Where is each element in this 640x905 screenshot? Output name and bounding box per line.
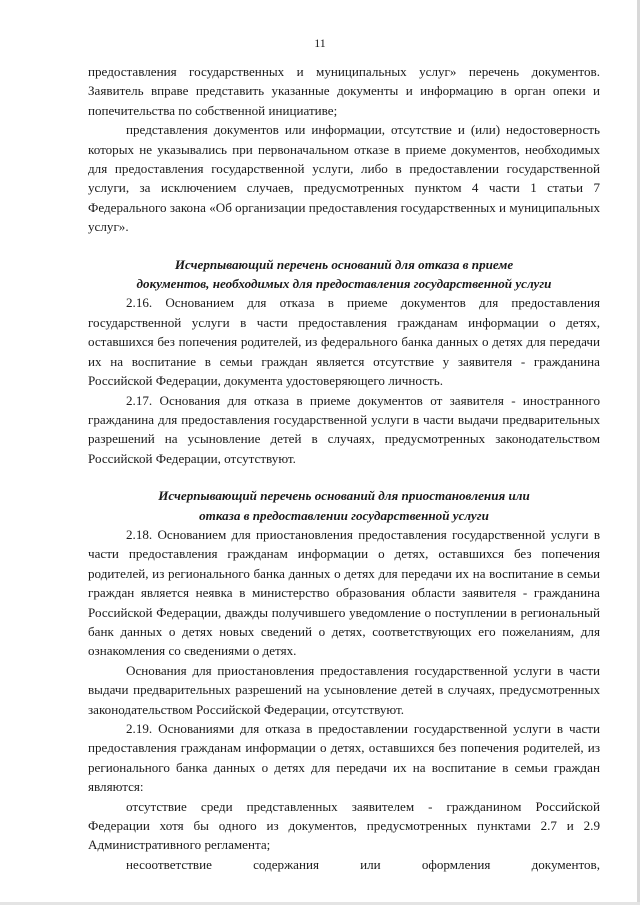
document-body bbox=[88, 62, 600, 874]
heading-line: документов, необходимых для предоставления государственной услуги bbox=[136, 276, 552, 292]
paragraph: 2.16. Основанием для отказа в приеме документов для предоставления государственной услуги в части предоставления гражданам информации о детях, оставшихся без попечения родителей, из федерального банка данных о детях для передачи их на воспитание в семьи граждан является отсутствие у заявителя - гражданина Российской Федерации, документа удостоверяющего личность. bbox=[88, 295, 600, 389]
heading-line: отказа в предоставлении государственной услуги bbox=[199, 507, 489, 523]
section-heading bbox=[88, 486, 600, 525]
paragraph: несоответствие содержания или оформления документов, bbox=[126, 856, 600, 872]
heading-line: Исчерпывающий перечень оснований для приостановления или bbox=[158, 488, 530, 504]
paragraph: 2.18. Основанием для приостановления предоставления государственной услуги в части предоставления гражданам информации о детях, оставшихся без попечения родителей, из регионального банка данных о детях для передачи их на воспитание в семьи граждан является неявка в министерство образования области заявителя - гражданина Российской Федерации, дважды получившего уведомление о поступлении в региональный банк данных о детях новых сведений о детях, соответствующих его пожеланиям, для ознакомления со сведениями о детях. bbox=[88, 526, 600, 659]
heading-line: Исчерпывающий перечень оснований для отказа в приеме bbox=[174, 256, 514, 272]
page-number: 11 bbox=[314, 36, 326, 50]
paragraph: 2.17. Основания для отказа в приеме документов от заявителя - иностранного гражданина для предоставления государственной услуги в части выдачи предварительных разрешений на усыновление детей в случаях, предусмотренных законодательством Российской Федерации, отсутствуют. bbox=[88, 392, 600, 466]
paragraph: 2.19. Основаниями для отказа в предоставлении государственной услуги в части предоставления гражданам информации о детях, оставшихся без попечения родителей, из регионального банка данных о детях для передачи их на воспитание в семьи граждан являются: bbox=[88, 721, 600, 795]
paragraph: представления документов или информации, отсутствие и (или) недостоверность которых не указывались при первоначальном отказе в приеме документов, необходимых для предоставления государственной услуги, либо в предоставлении государственной услуги, за исключением случаев, предусмотренных пунктом 4 части 1 статьи 7 Федерального закона «Об организации предоставления государственных и муниципальных услуг». bbox=[88, 122, 600, 235]
paragraph: Основания для приостановления предоставления государственной услуги в части выдачи предварительных разрешений на усыновление детей в случаях, предусмотренных законодательством Российской Федерации, отсутствуют. bbox=[88, 662, 600, 717]
section-heading bbox=[88, 255, 600, 294]
paragraph: отсутствие среди представленных заявителем - гражданином Российской Федерации хотя бы одного из документов, предусмотренных пунктами 2.7 и 2.9 Административного регламента; bbox=[88, 798, 600, 853]
paragraph: предоставления государственных и муниципальных услуг» перечень документов. Заявитель вправе представить указанные документы и информацию в орган опеки и попечительства по собственной инициативе; bbox=[88, 64, 600, 118]
